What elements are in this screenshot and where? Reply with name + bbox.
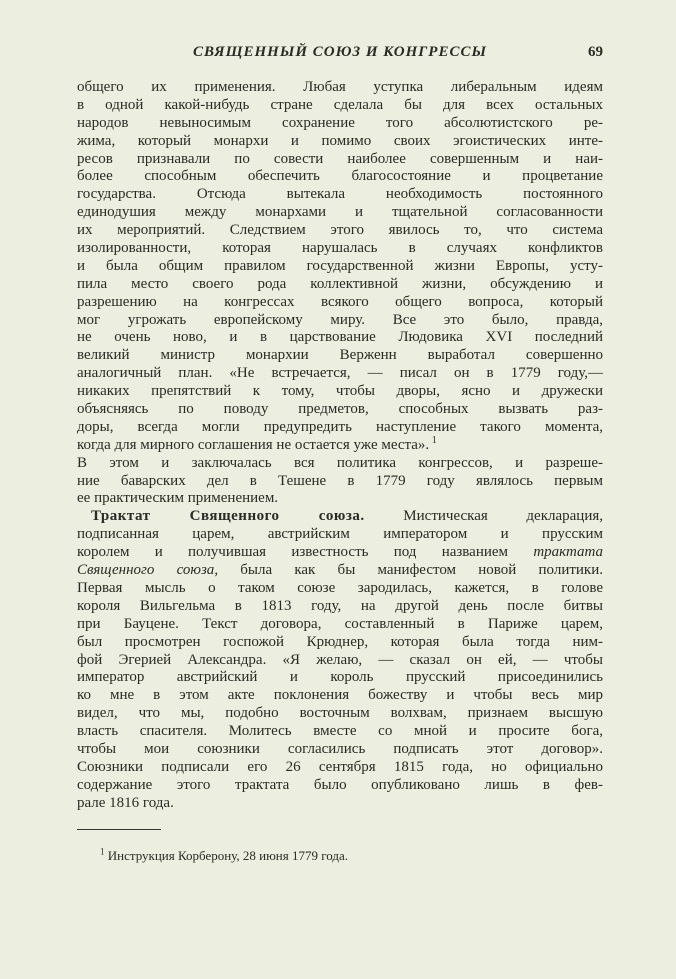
running-title: СВЯЩЕННЫЙ СОЮЗ И КОНГРЕССЫ	[192, 44, 488, 60]
text-line: их мероприятий. Следствием этого явилось то, что система	[77, 222, 603, 239]
text-line: император австрийский и король прусский присоединились	[77, 669, 603, 686]
italic-term: трактата	[533, 544, 603, 561]
text-line: ее практическим применением.	[77, 490, 279, 507]
text-span: Мистическая декларация,	[403, 508, 604, 525]
section-heading: Трактат Священного союза.	[91, 508, 365, 525]
text-line: чтобы мои союзники согласились подписать этот договор».	[77, 740, 603, 757]
footnote-text: Инструкция Корберону, 28 июня 1779 года.	[107, 848, 349, 863]
text-line: не очень ново, и в царствование Людовика XVI последний	[77, 329, 603, 346]
text-line: подписанная царем, австрийским императором и прусским	[77, 526, 603, 543]
footnote	[100, 848, 348, 864]
page-number: 69	[588, 44, 603, 60]
text-line: разрешению на конгрессах всякого общего вопроса, который	[77, 293, 603, 310]
text-line: более способным обеспечить благосостояние и процветание	[77, 168, 603, 185]
text-line: народов невыносимым сохранение того абсолютистского ре-	[77, 114, 603, 131]
text-line: государства. Отсюда вытекала необходимость постоянного	[77, 186, 603, 203]
text-line: рале 1816 года.	[77, 794, 174, 811]
text-line: когда для мирного соглашения не остается уже места». $^1$	[77, 434, 437, 453]
paragraph-1	[77, 79, 603, 508]
italic-term: Священного союза	[77, 562, 215, 579]
text-line: ко мне в этом акте поклонения божеству и чтобы весь мир	[77, 687, 603, 704]
text-line: В этом и заключалась вся политика конгрессов, и разреше-	[77, 454, 603, 471]
text-line: жима, который монархи и помимо своих эгоистических инте-	[77, 132, 603, 149]
text-span: королем и получившая известность под названием	[77, 544, 509, 561]
paragraph-2-rest	[77, 580, 603, 813]
text-line: при Бауцене. Текст договора, составленный в Париже царем,	[77, 615, 603, 632]
text-line: содержание этого трактата было опубликовано лишь в фев-	[77, 776, 603, 793]
text-line	[77, 508, 603, 526]
text-line: Первая мысль о таком союзе зародилась, кажется, в голове	[77, 579, 603, 596]
text-line: ресов признавали по совести наиболее совершенным и наи-	[77, 150, 603, 167]
text-line: никаких препятствий к тому, чтобы дворы, ясно и дружески	[77, 383, 603, 400]
text-line: аналогичный план. «Не встречается, — писал он в 1779 году,—	[77, 365, 603, 382]
text-line: объясняясь по поводу предметов, способных вызвать раз-	[77, 401, 603, 418]
footnote-divider	[77, 829, 161, 830]
text-line: и была общим правилом государственной жизни Европы, усту-	[77, 257, 603, 274]
running-header	[77, 44, 603, 66]
footnote-reference: 1	[429, 434, 437, 446]
text-line: пила место своего рода коллективной жизни, обсуждению и	[77, 275, 603, 292]
paragraph-2	[77, 508, 603, 812]
text-line: общего их применения. Любая уступка либеральным идеям	[77, 79, 603, 95]
text-line	[77, 544, 603, 562]
page-body	[77, 79, 603, 813]
text-line: власть спасителя. Молитесь вместе со мной и просите бога,	[77, 723, 603, 740]
text-line: видел, что мы, подобно восточным волхвам, признаем высшую	[77, 705, 603, 722]
text-line: доры, всегда могли предупредить наступление такого момента,	[77, 418, 603, 435]
text-line: единодушия между монархами и тщательной согласованности	[77, 204, 603, 221]
text-line: фой Эгерией Александра. «Я желаю, — сказал он ей, — чтобы	[77, 651, 603, 668]
text-line: мог угрожать европейскому миру. Все это было, правда,	[77, 311, 603, 328]
text-span: , была как бы манифестом новой политики.	[214, 562, 604, 579]
text-line: Союзники подписали его 26 сентября 1815 года, но официально	[77, 758, 603, 775]
text-line: короля Вильгельма в 1813 году, на другой день после битвы	[77, 597, 603, 614]
text-line: ние баварских дел в Тешене в 1779 году являлось первым	[77, 472, 603, 489]
text-line: в одной какой-нибудь стране сделала бы для всех остальных	[77, 96, 603, 113]
footnote-number: 1	[100, 846, 105, 857]
text-line: изолированности, которая нарушалась в случаях конфликтов	[77, 240, 603, 257]
text-line: великий министр монархии Верженн выработал совершенно	[77, 347, 603, 364]
text-line	[77, 562, 603, 580]
text-line: был просмотрен госпожой Крюднер, которая была тогда ним-	[77, 633, 603, 650]
